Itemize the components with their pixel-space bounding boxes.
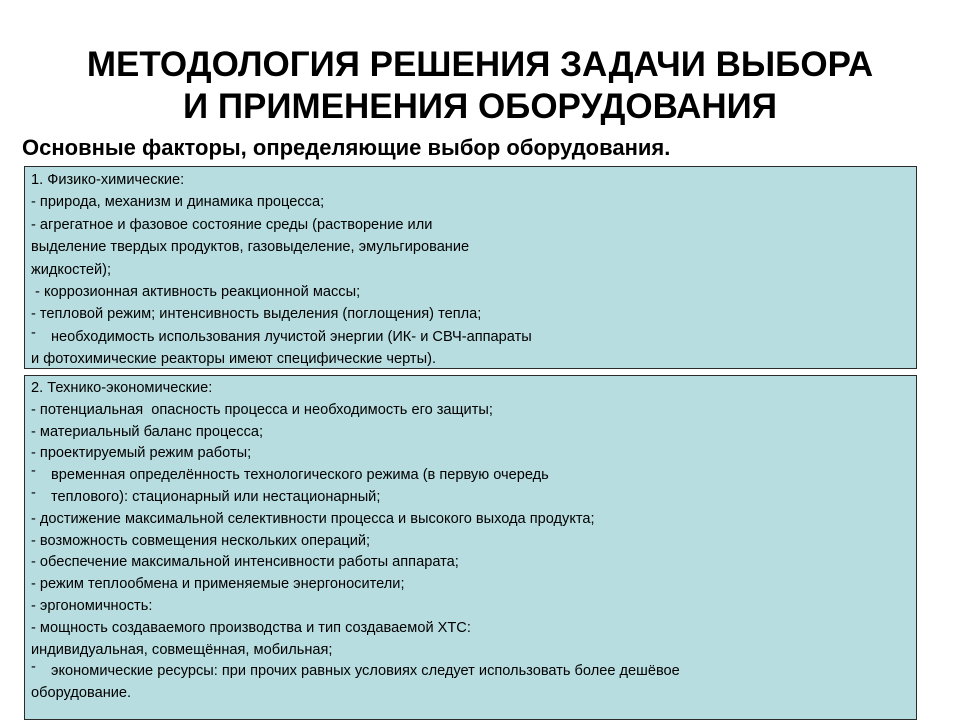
- dash-bullet-icon: -: [31, 659, 36, 676]
- box2-bullet-line: [31, 465, 910, 487]
- box2-line: - проектируемый режим работы;: [31, 445, 252, 462]
- box2-line: - возможность совмещения нескольких операций;: [31, 532, 371, 549]
- box2-line-text: временная определённость технологического режима (в первую очередь: [51, 467, 549, 484]
- box1-line: - агрегатное и фазовое состояние среды (растворение или: [31, 216, 433, 233]
- box2-bullet-line: [31, 484, 910, 509]
- slide-title-line-2: И ПРИМЕНЕНИЯ ОБОРУДОВАНИЯ: [182, 87, 777, 126]
- box2-line: - материальный баланс процесса;: [31, 423, 264, 440]
- box1-line: и фотохимические реакторы имеют специфические черты).: [31, 351, 437, 368]
- box1-line: - природа, механизм и динамика процесса;: [31, 194, 325, 211]
- slide-title: [0, 44, 960, 128]
- box1-line: - коррозионная активность реакционной массы;: [31, 284, 361, 301]
- box2-line: - потенциальная опасность процесса и необходимость его защиты;: [31, 401, 493, 418]
- box2-line: - обеспечение максимальной интенсивности работы аппарата;: [31, 554, 459, 571]
- box1-bullet-line: [31, 326, 910, 348]
- slide-title-line-1: МЕТОДОЛОГИЯ РЕШЕНИЯ ЗАДАЧИ ВЫБОРА: [86, 45, 874, 84]
- box1-line-text: необходимость использования лучистой энергии (ИК- и СВЧ-аппараты: [51, 328, 532, 345]
- box1-line: - тепловой режим; интенсивность выделения (поглощения) тепла;: [31, 306, 482, 323]
- technical-economic-factors-box: [24, 375, 917, 720]
- box1-heading: 1. Физико-химические:: [31, 172, 185, 188]
- box2-line: - мощность создаваемого производства и тип создаваемой ХТС:: [31, 619, 471, 636]
- dash-bullet-icon: -: [31, 484, 36, 501]
- box2-line-text: экономические ресурсы: при прочих равных условиях следует использовать более дешёвое: [51, 663, 680, 680]
- dash-bullet-icon: -: [31, 324, 36, 341]
- box1-line: жидкостей);: [31, 261, 112, 278]
- dash-bullet-icon: -: [31, 463, 36, 480]
- box2-line-text: теплового): стационарный или нестационарный;: [51, 488, 381, 505]
- physico-chemical-factors-box: [24, 166, 917, 369]
- box2-line: оборудование.: [31, 685, 132, 702]
- box2-line: индивидуальная, совмещённая, мобильная;: [31, 641, 333, 658]
- box2-line: - режим теплообмена и применяемые энергоносители;: [31, 576, 405, 593]
- slide-subtitle: Основные факторы, определяющие выбор оборудования.: [22, 135, 671, 160]
- box2-line: - достижение максимальной селективности процесса и высокого выхода продукта;: [31, 510, 595, 527]
- box2-line: - эргономичность:: [31, 597, 153, 614]
- box1-line: выделение твердых продуктов, газовыделение, эмульгирование: [31, 239, 470, 256]
- box2-bullet-line: [31, 661, 910, 683]
- box2-heading: 2. Технико-экономические:: [31, 380, 213, 396]
